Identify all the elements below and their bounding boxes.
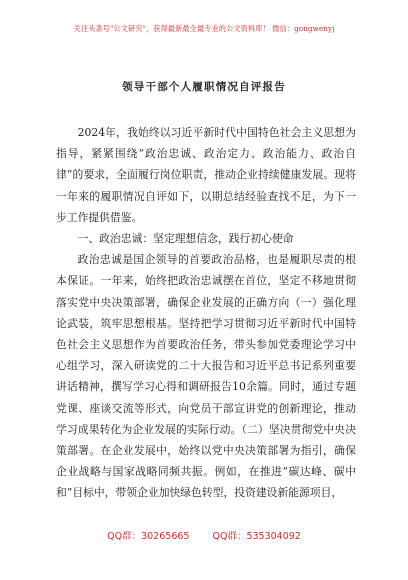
section-heading: 一、政治忠诚：坚定理想信念，践行初心使命 (77, 232, 294, 246)
qq-group-2: QQ群：535304092 (212, 531, 301, 542)
document-title: 领导干部个人履职情况自评报告 (122, 81, 286, 93)
intro-paragraph: 2024年，我始终以习近平新时代中国特色社会主义思想为指导，紧紧围绕“政治忠诚、政治定力、政治能力、政治自律”的要求，全面履行岗位职责，推动企业持续健康发展。现将一年来的履职情况自评如下，以期总结经验查找不足，为下一步工作提供借鉴。 (56, 126, 356, 224)
promo-header-banner: 关注头条号"公文研究"，获得最新最全最专业的公文资料库！ 微信：gongwenyj (73, 24, 335, 33)
document-body (56, 122, 356, 504)
qq-group-1: QQ群：30265665 (107, 531, 190, 542)
body-paragraph: 政治忠诚是国企领导的首要政治品格，也是履职尽责的根本保证。一年来，始终把政治忠诚摆在首位，坚定不移地贯彻落实党中央决策部署，确保企业发展的正确方向（一）强化理论武装，筑牢思想根基。坚持把学习贯彻习近平新时代中国特色社会主义思想作为首要政治任务，带头参加党委理论学习中心组学习，深入研读党的二十大报告和习近平总书记系列重要讲话精神，撰写学习心得和调研报告10余篇。同时，通过专题党课、座谈交流等形式，向党员干部宣讲党的创新理论，推动学习成果转化为企业发展的实际行动。（二）坚决贯彻党中央决策部署。在企业发展中，始终以党中央决策部署为指引，确保企业战略与国家战略同频共振。例如，在推进“碳达峰、碳中和”目标中，带领企业加快绿色转型，投资建设新能源项目， (56, 253, 356, 500)
promo-footer-banner (0, 528, 408, 542)
